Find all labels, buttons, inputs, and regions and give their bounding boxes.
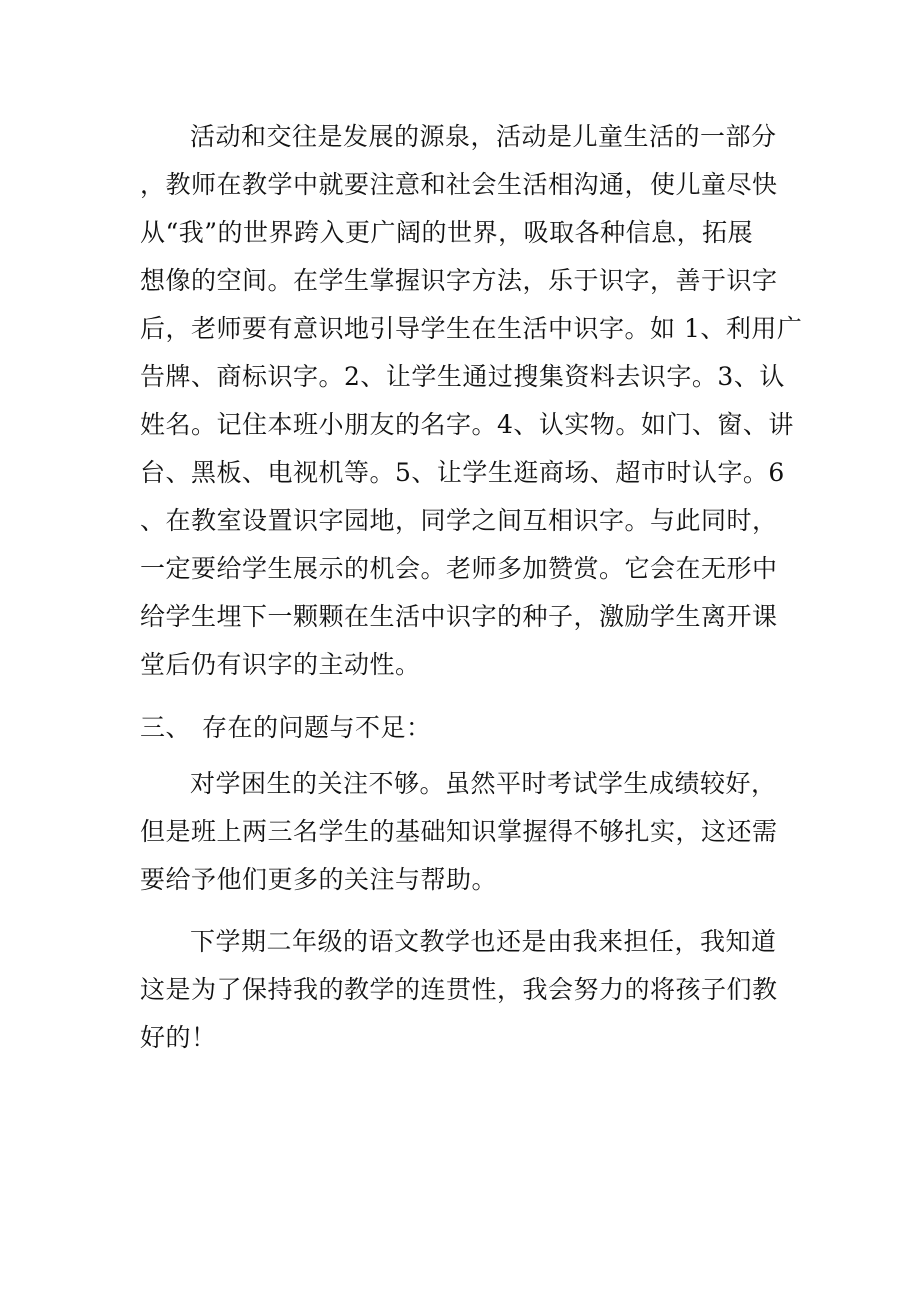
paragraph-line: 给学生埋下一颗颗在生活中识字的种子，激励学生离开课: [140, 602, 778, 631]
section-title: 存在的问题与不足：: [202, 713, 432, 742]
paragraph-line: 从“我”的世界跨入更广阔的世界，吸取各种信息，拓展: [140, 218, 754, 247]
paragraph-next-semester: [140, 918, 780, 1062]
paragraph-line: 想像的空间。在学生掌握识字方法，乐于识字，善于识字: [140, 266, 778, 295]
paragraph-struggling-students: [140, 760, 780, 904]
paragraph-line: 好的！: [140, 1023, 217, 1052]
paragraph-line: 台、黑板、电视机等。5、让学生逛商场、超市时认字。6: [140, 458, 785, 487]
paragraph-line: 要给予他们更多的关注与帮助。: [140, 865, 498, 894]
paragraph-line: 姓名。记住本班小朋友的名字。4、认实物。如门、窗、讲: [140, 410, 794, 439]
section-heading-line: [140, 704, 780, 752]
paragraph-line: 后，老师要有意识地引导学生在生活中识字。如 1、利用广: [140, 314, 803, 343]
paragraph-line: 一定要给学生展示的机会。老师多加赞赏。它会在无形中: [140, 554, 778, 583]
paragraph-line: 这是为了保持我的教学的连贯性，我会努力的将孩子们教: [140, 975, 778, 1004]
paragraph-line: 但是班上两三名学生的基础知识掌握得不够扎实，这还需: [140, 817, 778, 846]
paragraph-child-activity-literacy: [140, 113, 803, 689]
section-number: 三、: [140, 713, 192, 742]
paragraph-line: 堂后仍有识字的主动性。: [140, 650, 421, 679]
paragraph-line: 下学期二年级的语文教学也还是由我来担任，我知道: [190, 927, 777, 956]
paragraph-line: 对学困生的关注不够。虽然平时考试学生成绩较好，: [190, 769, 777, 798]
paragraph-line: ，教师在教学中就要注意和社会生活相沟通，使儿童尽快: [140, 170, 778, 199]
paragraph-line: 告牌、商标识字。2、让学生通过搜集资料去识字。3、认: [140, 362, 785, 391]
paragraph-line: 、在教室设置识字园地，同学之间互相识字。与此同时，: [140, 506, 778, 535]
section-heading: [140, 704, 780, 752]
paragraph-line: 活动和交往是发展的源泉，活动是儿童生活的一部分: [190, 122, 777, 151]
